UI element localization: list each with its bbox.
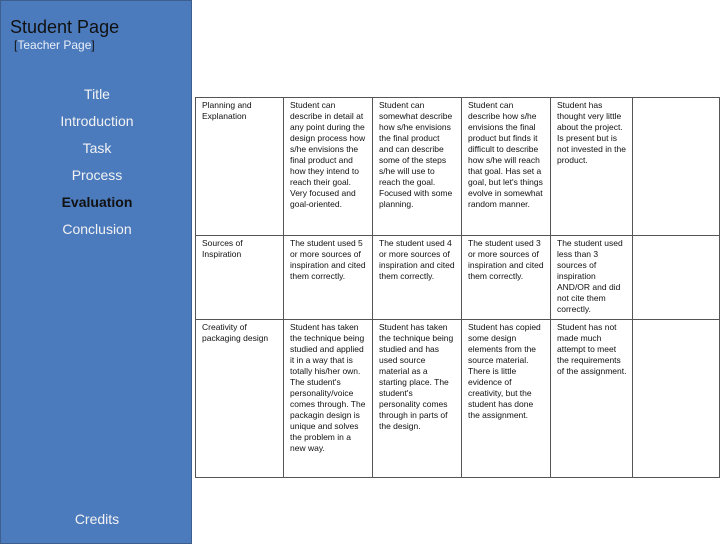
nav-task[interactable]: Task (82, 140, 112, 156)
nav-process[interactable]: Process (71, 167, 123, 183)
rubric-cell (633, 320, 720, 478)
rubric-cell: Student has taken the technique being studied and has used source material as a starting place. The student's personality comes through in parts of the design. (373, 320, 462, 478)
main-content (195, 0, 728, 546)
rubric-cell: Student has thought very little about the project. Is present but is not invested in the product. (551, 98, 633, 236)
nav-introduction[interactable]: Introduction (60, 113, 134, 129)
rubric-cell: The student used less than 3 sources of inspiration AND/OR and did not cite them correctly. (551, 236, 633, 320)
criterion-cell: Planning and Explanation (196, 98, 284, 236)
rubric-cell: Student can describe how s/he envisions the final product but finds it difficult to describe how s/he will reach that goal. Has set a goal, but let's things evolve in somewhat random manner. (462, 98, 551, 236)
page-title: Student Page (10, 17, 120, 37)
rubric-cell: Student can somewhat describe how s/he envisions the final product and can describe some of the steps s/he will use to reach the goal. Focused with some planning. (373, 98, 462, 236)
criterion-cell: Creativity of packaging design (196, 320, 284, 478)
rubric-cell: Student has not made much attempt to meet the requirements of the assignment. (551, 320, 633, 478)
rubric-cell: Student can describe in detail at any point during the design process how s/he envisions the final product and how they intend to reach their goal. Very focused and goal-oriented. (284, 98, 373, 236)
rubric-cell: The student used 5 or more sources of inspiration and cited them correctly. (284, 236, 373, 320)
bracket-close: ] (91, 38, 95, 52)
rubric-cell: Student has taken the technique being studied and applied it in a way that is totally his/her own. The student's personality/voice comes through. The packagin design is unique and solves the problem in a new way. (284, 320, 373, 478)
rubric-table (195, 97, 720, 478)
teacher-page-link[interactable]: Teacher Page (17, 38, 92, 52)
rubric-cell: The student used 4 or more sources of inspiration and cited them correctly. (373, 236, 462, 320)
rubric-cell: Student has copied some design elements from the source material. There is little evidence of creativity, but the student has done the assignment. (462, 320, 551, 478)
nav-conclusion[interactable]: Conclusion (62, 221, 132, 237)
nav-title[interactable]: Title (84, 86, 110, 102)
criterion-cell: Sources of Inspiration (196, 236, 284, 320)
rubric-row-planning (196, 98, 720, 236)
nav-evaluation[interactable]: Evaluation (61, 194, 133, 210)
rubric-cell: The student used 3 or more sources of inspiration and cited them correctly. (462, 236, 551, 320)
rubric-row-creativity (196, 320, 720, 478)
rubric-row-sources (196, 236, 720, 320)
teacher-page-link-wrapper (14, 38, 95, 52)
sidebar (0, 0, 192, 544)
bracket-open: [ (14, 38, 18, 52)
rubric-cell (633, 236, 720, 320)
nav-credits[interactable]: Credits (74, 511, 120, 527)
rubric-cell (633, 98, 720, 236)
